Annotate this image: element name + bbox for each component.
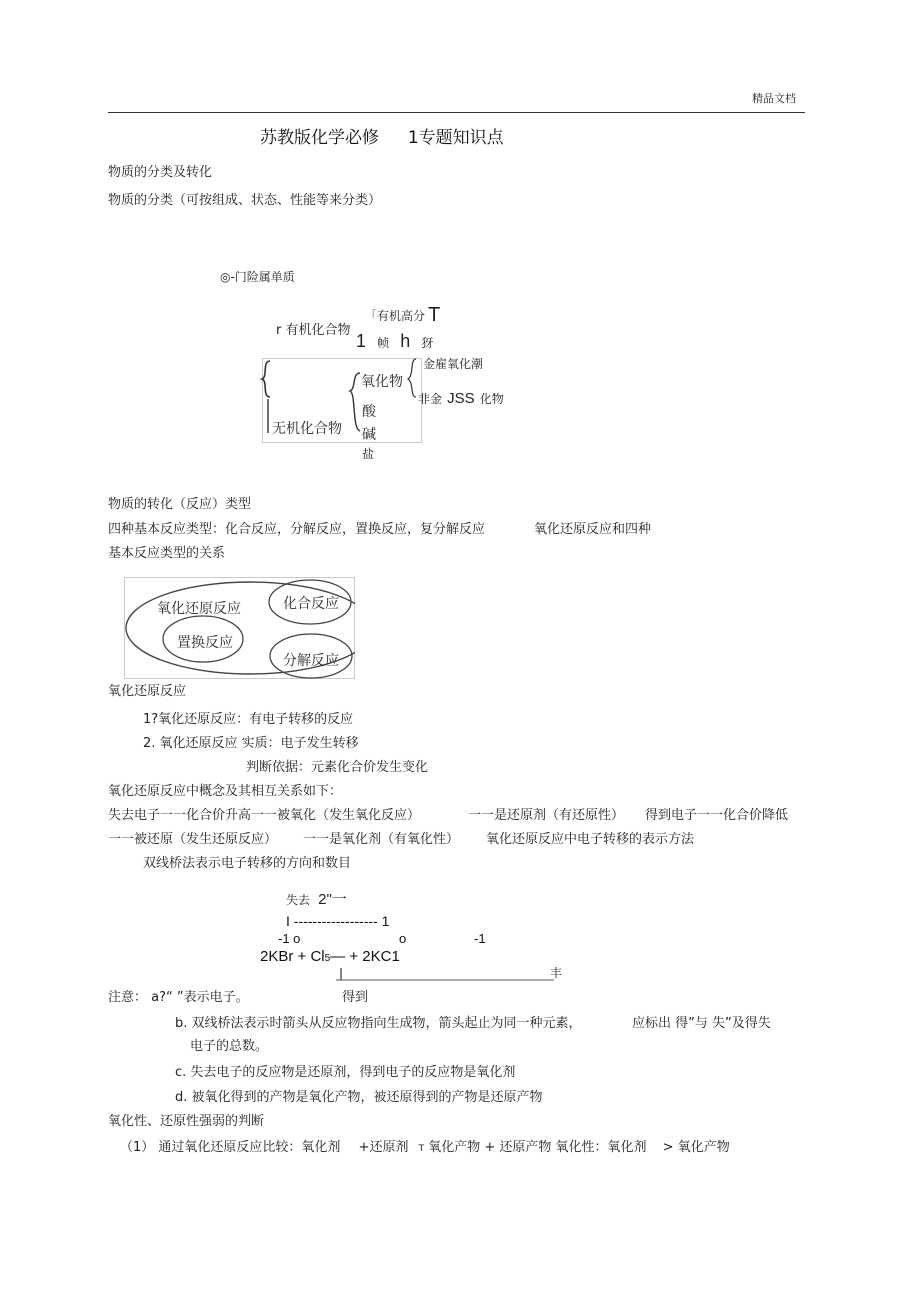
diagram-oxide: 氧化物 bbox=[361, 374, 403, 390]
diagram-polymer bbox=[365, 309, 425, 324]
venn-label-combination: 化合反应 bbox=[283, 596, 339, 612]
diagram-line-elements: ◎-门险属单质 bbox=[220, 270, 295, 284]
redox-concept-3: 得到电子一一化合价降低 bbox=[645, 808, 789, 823]
header-corner-label: 精品文档 bbox=[752, 92, 796, 105]
diagram-organic-r: r bbox=[276, 323, 282, 338]
redox-item-1: 1?氧化还原反应：有电子转移的反应 bbox=[143, 712, 354, 727]
equation-bracket-line: I ------------------ 1 bbox=[286, 913, 390, 929]
section-subheading-classify: 物质的分类（可按组成、状态、性能等来分类） bbox=[108, 193, 382, 208]
diagram-nonmetal-suffix: 化物 bbox=[479, 392, 504, 406]
reaction-relation: 基本反应类型的关系 bbox=[108, 546, 226, 561]
note-b-part3: 电子的总数。 bbox=[190, 1039, 269, 1054]
note-b-part2: 应标出 得”与 失”及得失 bbox=[632, 1016, 771, 1031]
equation-formula bbox=[260, 948, 400, 965]
note-d: d. 被氧化得到的产物是氧化产物，被还原得到的产物是还原产物 bbox=[175, 1090, 543, 1105]
equation-formula-tail: — + 2KC1 bbox=[330, 948, 400, 965]
diagram-line2-1: 1 bbox=[356, 331, 367, 351]
equation-lose-label bbox=[286, 888, 347, 909]
diagram-nonmetal-jss: JSS bbox=[447, 390, 475, 407]
strength-item-1-c: T bbox=[418, 1144, 425, 1154]
equation-lose-text: 失去 bbox=[286, 893, 311, 907]
redox-concept-2: 一一是还原剂（有还原性） bbox=[468, 808, 625, 823]
diagram-organic-label: 有机化合物 bbox=[285, 323, 351, 338]
note-a: 注意： a?“ ”表示电子。 bbox=[108, 990, 249, 1005]
diagram-nonmetal-oxide bbox=[418, 388, 504, 407]
redox-concept-1: 失去电子一一化合价升高一一被氧化（发生氧化反应） bbox=[108, 808, 421, 823]
equation-ox-left: -1 o bbox=[278, 931, 301, 946]
strength-item-1-a: （1） 通过氧化还原反应比较：氧化剂 bbox=[120, 1140, 341, 1155]
diagram-nonmetal-prefix: 非金 bbox=[418, 392, 443, 406]
equation-ox-right: -1 bbox=[474, 931, 486, 946]
equation-gain-mark: 丰 bbox=[550, 966, 563, 980]
venn-label-decomposition: 分解反应 bbox=[283, 653, 339, 669]
reaction-four-types: 四种基本反应类型：化合反应，分解反应，置换反应，复分解反应 bbox=[108, 522, 486, 537]
diagram-line2-ya: 犽 bbox=[421, 336, 434, 350]
equation-gain-label: 得到 bbox=[342, 990, 369, 1005]
diagram-salt: 盐 bbox=[362, 447, 375, 461]
venn-label-redox: 氧化还原反应 bbox=[157, 601, 241, 617]
diagram-line2-zhen: 帧 bbox=[377, 336, 390, 350]
equation-gain-bracket bbox=[334, 966, 566, 984]
diagram-polymer-T: T bbox=[428, 304, 441, 326]
strength-item-1 bbox=[120, 1140, 730, 1157]
redox-item-2: 2. 氧化还原反应 实质：电子发生转移 bbox=[143, 736, 359, 751]
redox-double-bridge: 双线桥法表示电子转移的方向和数目 bbox=[143, 856, 352, 871]
diagram-metal-oxide: 金雇氧化潮 bbox=[423, 357, 484, 371]
venn-label-displacement: 置换反应 bbox=[177, 635, 233, 651]
redox-concept-6: 氧化还原反应中电子转移的表示方法 bbox=[486, 832, 695, 847]
diagram-line2-h: h bbox=[400, 331, 411, 351]
strength-heading: 氧化性、还原性强弱的判断 bbox=[108, 1114, 265, 1129]
diagram-acid: 酸 bbox=[362, 404, 376, 420]
page-title bbox=[260, 128, 504, 148]
reaction-types-heading: 物质的转化（反应）类型 bbox=[108, 497, 252, 512]
strength-item-1-d: 氧化产物 + 还原产物 氧化性：氧化剂 bbox=[428, 1140, 647, 1155]
page-title-main: 苏教版化学必修 bbox=[260, 128, 379, 148]
redox-heading: 氧化还原反应 bbox=[108, 684, 187, 699]
redox-item-2-basis: 判断依据：元素化合价发生变化 bbox=[246, 760, 429, 775]
diagram-line2 bbox=[356, 331, 433, 352]
strength-item-1-e: > 氧化产物 bbox=[662, 1140, 730, 1155]
equation-ox-mid: o bbox=[399, 931, 407, 946]
page-title-sub: 1专题知识点 bbox=[407, 128, 504, 148]
header-rule bbox=[108, 112, 805, 113]
note-b-part1: b. 双线桥法表示时箭头从反应物指向生成物，箭头起止为同一种元素， bbox=[175, 1016, 582, 1031]
redox-concept-5: 一一是氧化剂（有氧化性） bbox=[303, 832, 460, 847]
diagram-polymer-label: 「有机高分 bbox=[365, 309, 426, 323]
strength-item-1-b: +还原剂 bbox=[358, 1140, 409, 1155]
equation-formula-head: 2KBr + Cl bbox=[260, 948, 325, 965]
note-c: c. 失去电子的反应物是还原剂，得到电子的反应物是氧化剂 bbox=[175, 1065, 516, 1080]
diagram-inorganic: 无机化合物 bbox=[272, 421, 342, 437]
section-heading-classification: 物质的分类及转化 bbox=[108, 165, 213, 180]
diagram-base: 碱 bbox=[362, 427, 376, 443]
equation-lose-value: 2"一 bbox=[318, 891, 347, 908]
diagram-organic bbox=[276, 323, 351, 339]
redox-concept-4: 一一被还原（发生还原反应） bbox=[108, 832, 278, 847]
redox-concepts-heading: 氧化还原反应中概念及其相互关系如下： bbox=[108, 784, 343, 799]
equation-formula-sub: 5 bbox=[324, 953, 331, 964]
reaction-redox-and-four: 氧化还原反应和四种 bbox=[534, 522, 652, 537]
